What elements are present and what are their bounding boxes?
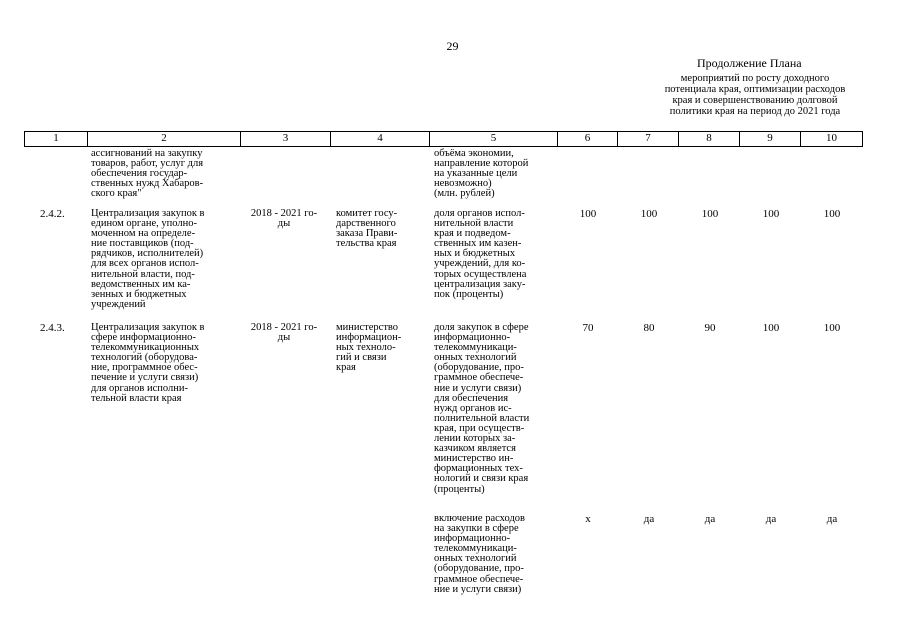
value-cell: 100 — [762, 208, 780, 220]
column-number: 4 — [330, 132, 429, 146]
period-text: 2018 - 2021 го- ды — [250, 322, 318, 344]
column-number: 10 — [800, 132, 862, 146]
indicator-text: доля органов испол- нительной власти края и подведом- ственных им казен- ных и бюджетных учреждений, для ко- торых осуществлена централизация заку- пок (проценты) — [434, 208, 527, 300]
indicator-text: доля закупок в сфере информационно- телекоммуникаци- онных технологий (оборудование, про- граммное обеспече- ние и услуги связи) для обеспечения нужд органов ис- полнительной власти края, при осуществ- лении которых за- казчиком является министерство ин- формационных тех- нологий и связи края (проценты) — [434, 322, 530, 495]
value-cell: 70 — [582, 322, 594, 334]
row-number: 2.4.2. — [40, 208, 65, 220]
plan-title-line: потенциала края, оптимизации расходов — [664, 84, 846, 95]
executor-text: министерство информацион- ных техноло- гий и связи края — [336, 322, 402, 374]
value-cell: да — [643, 513, 655, 525]
prev-row-measure-text: ассигнований на закупку товаров, работ, услуг для обеспечения государ- ственных нужд Хабаров- ского края" — [91, 148, 204, 200]
value-cell: 90 — [704, 322, 716, 334]
value-cell: 100 — [579, 208, 597, 220]
measure-text: Централизация закупок в сфере информационно- телекоммуникационных технологий (оборудова- ние, программное обес- печение и услуги связи) для органов исполни- тельной власти края — [91, 322, 205, 404]
value-cell: 80 — [643, 322, 655, 334]
period-text: 2018 - 2021 го- ды — [250, 208, 318, 230]
executor-text: комитет госу- дарственного заказа Прави- тельства края — [336, 208, 398, 250]
page-number: 29 — [446, 39, 459, 53]
column-number: 3 — [240, 132, 330, 146]
value-cell: х — [585, 513, 591, 525]
column-number: 9 — [739, 132, 800, 146]
column-number: 2 — [87, 132, 240, 146]
column-number: 7 — [617, 132, 678, 146]
value-cell: 100 — [823, 208, 841, 220]
plan-title-line: мероприятий по росту доходного — [680, 73, 830, 84]
value-cell: 100 — [640, 208, 658, 220]
measure-text: Централизация закупок в едином органе, уполно- моченном на определе- ние поставщиков (под- рядчиков, исполнителей) для всех органов испол- нительной власти, под- ведомственных им ка- зенных и бюджетных учреждений — [91, 208, 205, 310]
plan-title-line: политики края на период до 2021 года — [669, 106, 841, 117]
value-cell: да — [765, 513, 777, 525]
plan-title — [630, 73, 880, 117]
continuation-label: Продолжение Плана — [697, 56, 802, 70]
table-header-row — [24, 131, 863, 147]
column-number: 1 — [53, 132, 59, 144]
indicator-text: включение расходов на закупки в сфере информационно- телекоммуникаци- онных технологий (оборудование, про- граммное обеспече- ние и услуги связи) — [434, 513, 525, 595]
value-cell: да — [704, 513, 716, 525]
column-number: 5 — [429, 132, 557, 146]
plan-title-line: края и совершенствованию долговой — [672, 95, 838, 106]
prev-row-indicator-text: объёма экономии, направление которой на указанные цели невозможно) (млн. рублей) — [434, 148, 529, 200]
value-cell: да — [826, 513, 838, 525]
row-number: 2.4.3. — [40, 322, 65, 334]
value-cell: 100 — [701, 208, 719, 220]
column-number: 8 — [678, 132, 739, 146]
value-cell: 100 — [823, 322, 841, 334]
column-number: 6 — [557, 132, 617, 146]
value-cell: 100 — [762, 322, 780, 334]
